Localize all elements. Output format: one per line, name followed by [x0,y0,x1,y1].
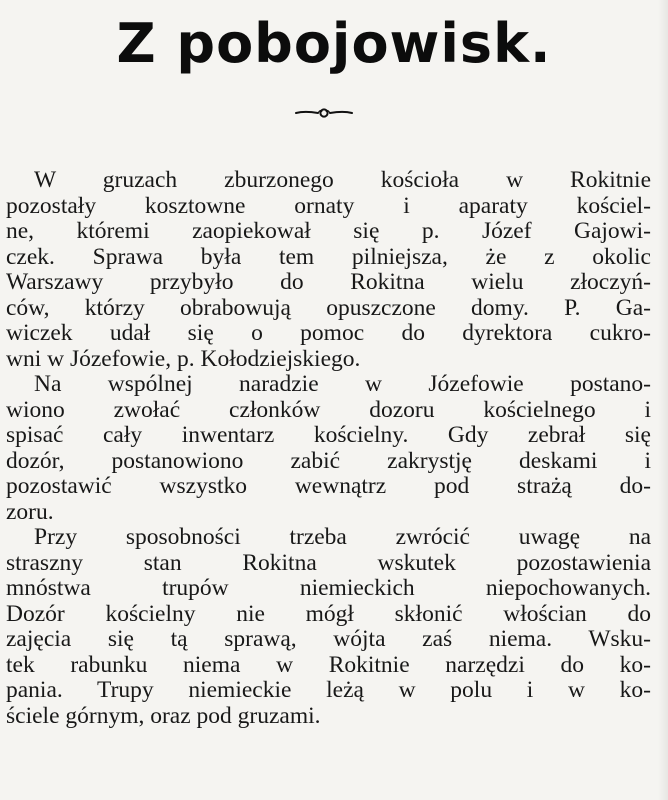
text-line: mnóstwa trupów niemieckich niepochowanych. [6,575,651,601]
text-line: ściele górnym, oraz pod gruzami. [6,702,321,729]
text-line: wni w Józefowie, p. Kołodziejskiego. [6,345,361,372]
text-line: ców, którzy obrabowują opuszczone domy. P. Ga- [6,294,651,321]
divider-ornament-icon [294,104,354,120]
text-line: pania. Trupy niemieckie leżą w polu i w ko- [6,677,651,703]
headline: Z pobojowisk. [116,12,552,75]
text-line: Na wspólnej naradzie w Józefowie postano- [34,371,651,397]
text-line: zajęcia się tą sprawą, wójta zaś niema. Wsku- [6,626,651,652]
text-line: spisać cały inwentarz kościelny. Gdy zebrał się [6,422,651,448]
text-line: pozostały kosztowne ornaty i aparaty kościel- [6,192,651,219]
text-line: wiono zwołać członków dozoru kościelnego i [6,396,651,423]
text-line: Przy sposobności trzeba zwrócić uwagę na [34,524,651,550]
article-body [6,168,651,729]
text-line: ne, któremi zaopiekował się p. Józef Gajowi- [6,218,651,244]
text-line: Dozór kościelny nie mógł skłonić włościan do [6,600,651,627]
paragraph-2 [6,372,651,525]
text-line: zoru. [6,498,54,525]
text-line: wiczek udał się o pomoc do dyrektora cukro- [6,320,651,346]
text-line: W gruzach zburzonego kościoła w Rokitnie [34,167,651,193]
paragraph-1 [6,168,651,372]
text-line: czek. Sprawa była tem pilniejsza, że z okolic [6,243,651,270]
page-edge-shadow [658,0,668,800]
text-line: Warszawy przybyło do Rokitna wielu złoczyń- [6,269,651,295]
text-line: straszny stan Rokitna wskutek pozostawienia [6,549,651,576]
paragraph-3 [6,525,651,729]
text-line: pozostawić wszystko wewnątrz pod strażą do- [6,473,651,499]
text-line: dozór, postanowiono zabić zakrystję deskami i [6,447,651,474]
text-line: tek rabunku niema w Rokitnie narzędzi do ko- [6,651,651,678]
